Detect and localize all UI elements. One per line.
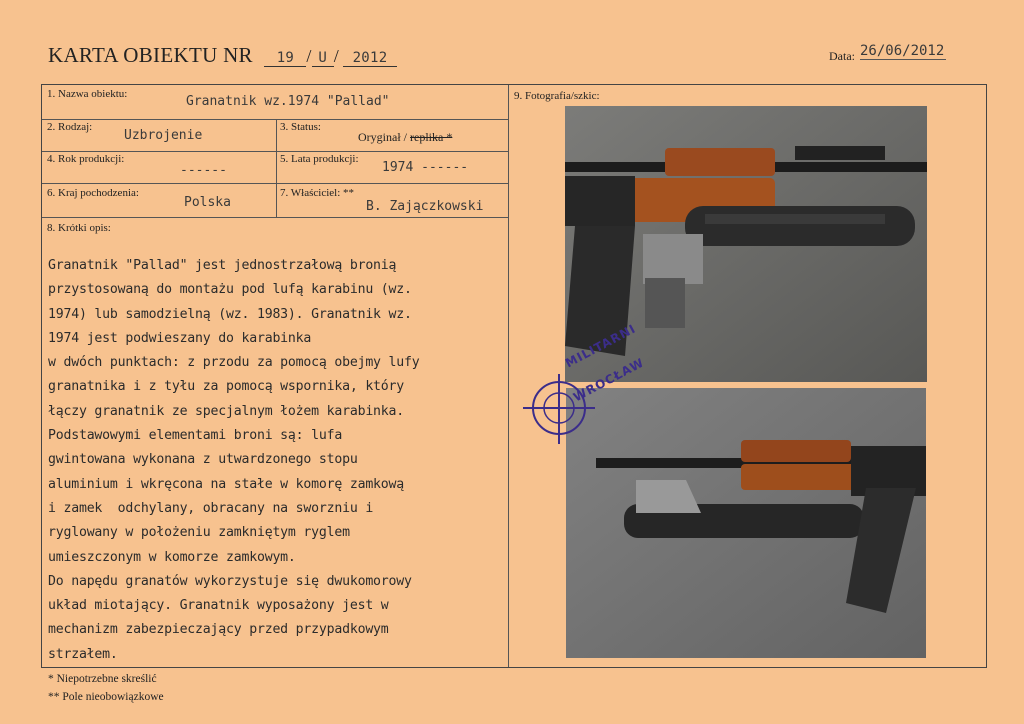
nr-field-1: 19: [264, 50, 306, 67]
divider-row3: [42, 183, 508, 184]
name-label: 1. Nazwa obiektu:: [47, 88, 128, 100]
year-value: ------: [180, 163, 227, 178]
owner-value: B. Zajączkowski: [366, 199, 484, 214]
divider-row1: [42, 119, 508, 120]
country-value: Polska: [184, 195, 231, 210]
description-text: Granatnik "Pallad" jest jednostrzałową bronią przystosowaną do montażu pod lufą karabinu (wz. 1974) lub samodzielną (wz. 1983). Granatnik wz. 1974 jest podwieszany do karabinka w dwóch punktach: z przodu za pomocą obejmy lufy granatnika i z tyłu za pomocą wspornika, który łączy granatnik ze specjalnym łożem karabinka. Podstawowymi elementami broni są: lufa gwintowana wykonana z utwardzonego stopu aluminium i wkręcona na stałe w komorę zamkową i zamek odchylany, obracany na sworzniu i ryglowany w położeniu zamkniętym ryglem umieszczonym w komorze zamkowym. Do napędu granatów wykorzystuje się dwukomorowy układ miotający. Granatnik wyposażony jest w mechanizm zabezpieczający przed przypadkowym strzałem.: [48, 258, 420, 662]
status-value-struck: replika *: [410, 130, 453, 144]
years-value: 1974 ------: [382, 160, 469, 175]
country-label: 6. Kraj pochodzenia:: [47, 187, 139, 199]
stamp-text-line2: WROCŁAW: [571, 355, 647, 405]
name-value: Granatnik wz.1974 "Pallad": [186, 94, 390, 109]
years-label: 5. Lata produkcji:: [280, 153, 359, 165]
status-label: 3. Status:: [280, 121, 321, 133]
nr-field-2: U: [312, 50, 334, 67]
stamp-text-line1: MILITARNI: [563, 321, 639, 371]
card-title: KARTA OBIEKTU NR 19 / U / 2012: [48, 43, 397, 68]
date-label: Data:: [829, 49, 855, 63]
date-value: 26/06/2012: [860, 43, 945, 59]
divider-vertical-mid: [276, 119, 277, 217]
divider-vertical-main: [508, 85, 509, 667]
type-label: 2. Rodzaj:: [47, 121, 93, 133]
type-value: Uzbrojenie: [124, 128, 203, 143]
status-value-original: Oryginał /: [358, 130, 410, 144]
card-title-label: KARTA OBIEKTU NR: [48, 43, 253, 67]
stamp-militarni-wroclaw: [521, 321, 661, 452]
nr-field-3: 2012: [343, 50, 397, 67]
photo-label: 9. Fotografia/szkic:: [514, 90, 600, 102]
divider-row4: [42, 217, 508, 218]
status-value: [358, 130, 452, 145]
divider-row2: [42, 151, 508, 152]
footnote-1: * Niepotrzebne skreślić: [48, 673, 157, 685]
desc-label: 8. Krótki opis:: [47, 222, 111, 234]
owner-label: 7. Właściciel: **: [280, 187, 355, 199]
year-label: 4. Rok produkcji:: [47, 153, 125, 165]
footnote-2: ** Pole nieobowiązkowe: [48, 691, 164, 703]
